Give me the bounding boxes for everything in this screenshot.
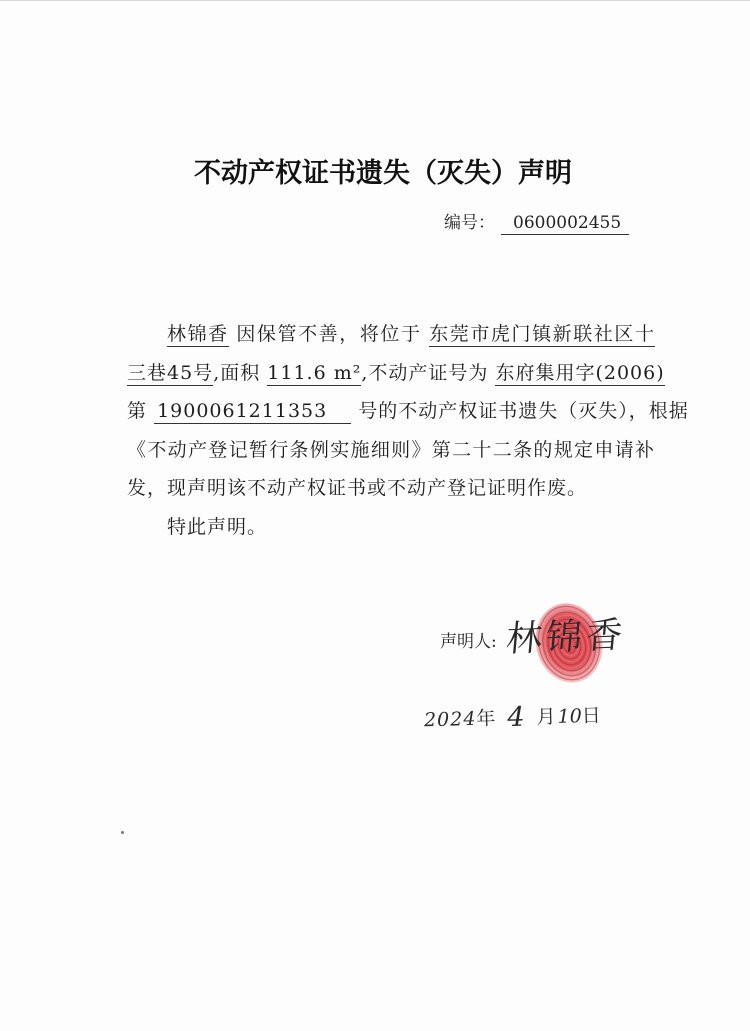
body-text: ,不动产证号为 [361,361,489,384]
handwritten-signature: 林锦香 [504,614,628,661]
body-line-2 [127,354,665,393]
date-year: 2024 [423,707,477,731]
address-part-2: 三巷45号 [127,361,214,384]
date-month-char: 月 [536,705,556,728]
body-text: 因保管不善，将位于 [236,323,422,345]
date-day-char: 日 [581,704,602,727]
closing-statement: 特此声明。 [167,515,268,538]
date-year-char: 年 [476,706,496,730]
certificate-prefix: 东府集用字(2006) [495,361,665,384]
date-month: 4 [506,701,525,733]
body-line-5: 发，现声明该不动产权证书或不动产登记证明作废。 [127,477,588,499]
certificate-number: 1900061211353 [154,400,351,424]
scan-speck [121,831,124,834]
address-part-1: 东莞市虎门镇新联社区十 [429,323,655,345]
handwritten-date [424,697,602,738]
document-number [444,209,629,237]
body-line-1 [127,315,655,354]
body-line-4: 《不动产登记暂行条例实施细则》第二十二条的规定申请补 [127,438,655,461]
area-value: 111.6 m² [267,361,362,384]
body-text: 第 [127,400,148,422]
owner-name: 林锦香 [167,323,229,345]
number-label: 编号： [444,213,495,233]
body-text: 号的不动产权证书遗失（灭失），根据 [358,400,689,422]
body-line-3 [127,392,689,431]
document-title: 不动产权证书遗失（灭失）声明 [194,158,572,189]
signature-label: 声明人: [440,632,497,652]
number-value: 0600002455 [501,212,629,235]
declaration-body [127,315,689,546]
date-day: 10 [557,704,583,728]
body-text: ,面积 [213,361,261,384]
